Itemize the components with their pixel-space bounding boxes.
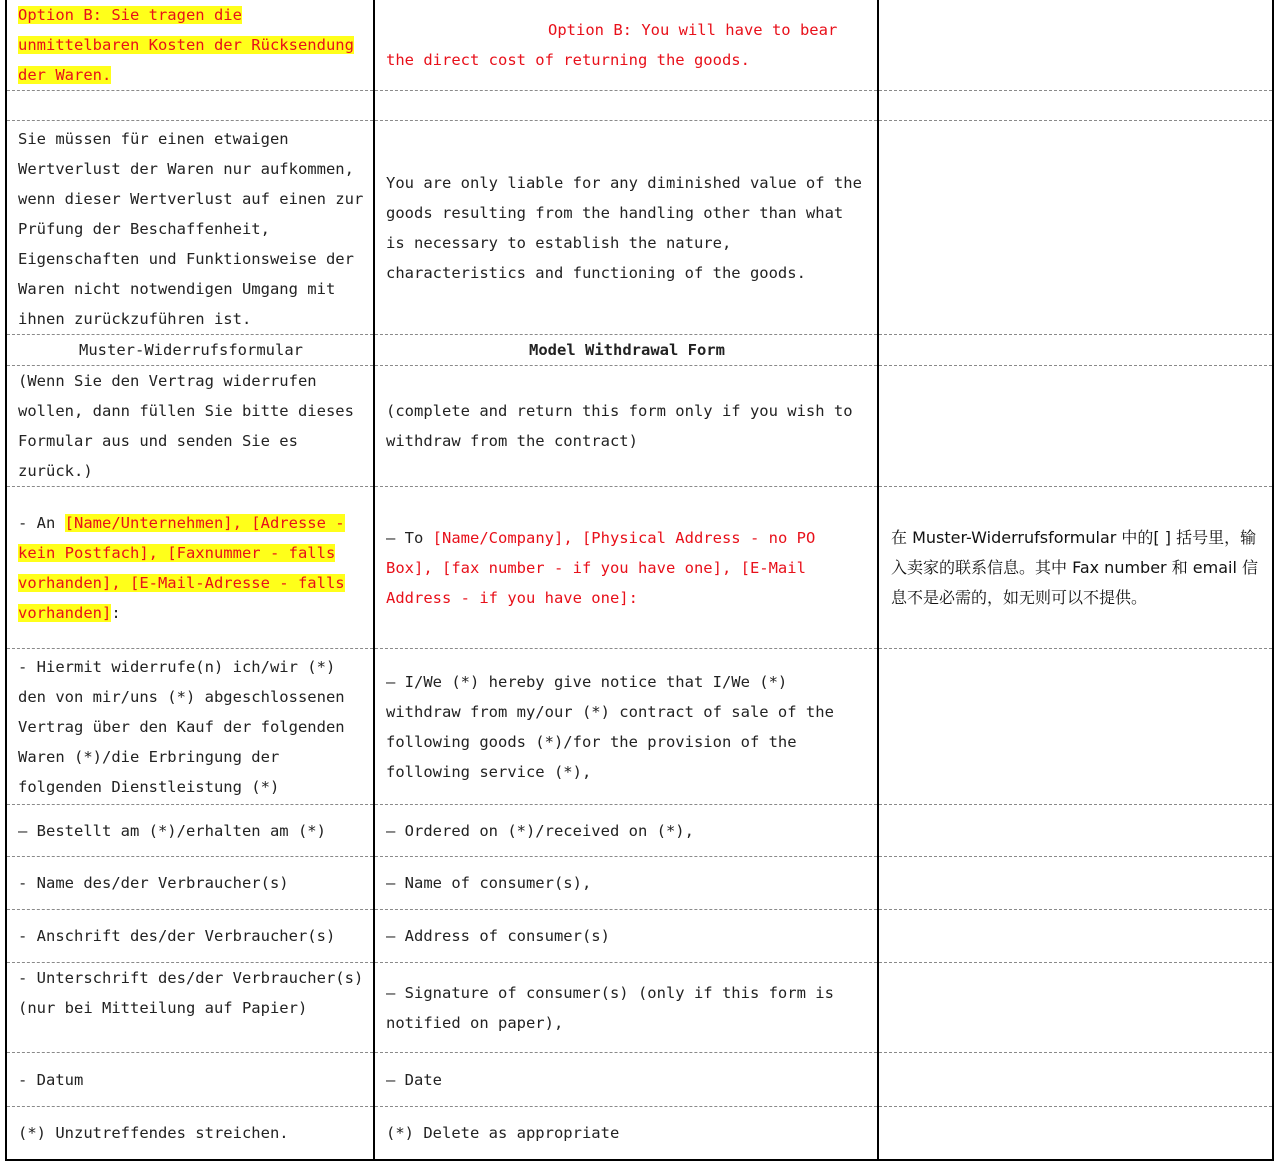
notice-de-cell [6, 649, 374, 805]
table-row [6, 91, 1273, 121]
footnote-en-cell [374, 1107, 878, 1160]
spacer-cell [6, 91, 374, 121]
addressee-de-suffix: : [111, 603, 121, 622]
value-loss-note-cell [878, 121, 1273, 335]
footnote-en-text: (*) Delete as appropriate [386, 1123, 620, 1142]
ordered-de-text: — Bestellt am (*)/erhalten am (*) [18, 821, 326, 840]
value-loss-de-text: Sie müssen für einen etwaigen Wertverlust der Waren nur aufkommen, wenn dieser Wertverlust auf einen zur Prüfung der Beschaffenheit, Eigenschaften und Funktionsweise der Waren nicht notwendigen Umgang mit ihnen zurückzuführen ist. [18, 130, 364, 328]
intro-en-text: (complete and return this form only if you wish to withdraw from the contract) [386, 402, 853, 450]
addressee-note-cell [878, 487, 1273, 649]
spacer-cell [374, 91, 878, 121]
notice-en-cell [374, 649, 878, 805]
form-heading-en-cell [374, 335, 878, 366]
form-heading-de-cell [6, 335, 374, 366]
table-row [6, 487, 1273, 649]
withdrawal-form-table [5, 0, 1274, 1161]
date-de-text: - Datum [18, 1070, 84, 1089]
date-en-cell [374, 1053, 878, 1107]
spacer-cell [878, 91, 1273, 121]
footnote-de-cell [6, 1107, 374, 1160]
table-row [6, 649, 1273, 805]
table-row [6, 805, 1273, 857]
name-de-text: - Name des/der Verbraucher(s) [18, 874, 289, 892]
intro-en-cell [374, 366, 878, 487]
value-loss-en-cell [374, 121, 878, 335]
addressee-en-placeholders: [Name/Company], [Physical Address - no PO Box], [fax number - if you have one], [E-Mail Address - if you have one]: [386, 528, 816, 607]
ordered-en-text: — Ordered on (*)/received on (*), [386, 821, 694, 840]
signature-en-text: — Signature of consumer(s) (only if this form is notified on paper), [386, 983, 834, 1032]
addressee-de-placeholders: [Name/Unternehmen], [Adresse - kein Postfach], [Faxnummer - falls vorhanden], [E-Mail-Adresse - falls vorhanden] [18, 513, 345, 622]
value-loss-de-cell [6, 121, 374, 335]
name-en-text: — Name of consumer(s), [386, 874, 592, 892]
intro-de-text: (Wenn Sie den Vertrag widerrufen wollen, dann füllen Sie bitte dieses Formular aus und senden Sie es zurück.) [18, 372, 354, 480]
option-b-de-cell [6, 0, 374, 91]
ordered-de-cell [6, 805, 374, 857]
signature-note-cell [878, 963, 1273, 1053]
ordered-note-cell [878, 805, 1273, 857]
table-row [6, 963, 1273, 1053]
signature-en-cell [374, 963, 878, 1053]
address-en-cell [374, 910, 878, 963]
addressee-de-cell [6, 487, 374, 649]
table-row [6, 121, 1273, 335]
table-row [6, 910, 1273, 963]
table-row [6, 0, 1273, 91]
addressee-de-prefix: - An [18, 513, 65, 532]
notice-note-cell [878, 649, 1273, 805]
value-loss-en-text: You are only liable for any diminished value of the goods resulting from the handling other than what is necessary to establish the nature, characteristics and functioning of the goods. [386, 173, 862, 282]
option-b-en-cell [374, 0, 878, 91]
address-de-text: - Anschrift des/der Verbraucher(s) [18, 927, 336, 945]
date-de-cell [6, 1053, 374, 1107]
table-row [6, 366, 1273, 487]
ordered-en-cell [374, 805, 878, 857]
footnote-note-cell [878, 1107, 1273, 1160]
form-heading-en: Model Withdrawal Form [529, 341, 725, 359]
date-en-text: — Date [386, 1070, 442, 1089]
table-row [6, 857, 1273, 910]
table-row [6, 1107, 1273, 1160]
name-de-cell [6, 857, 374, 910]
table-row [6, 1053, 1273, 1107]
date-note-cell [878, 1053, 1273, 1107]
option-b-de-text: Option B: Sie tragen die unmittelbaren Kosten der Rücksendung der Waren. [18, 6, 354, 84]
name-en-cell [374, 857, 878, 910]
option-b-en-text: Option B: You will have to bear the direct cost of returning the goods. [386, 21, 838, 69]
footnote-de-text: (*) Unzutreffendes streichen. [18, 1123, 289, 1142]
address-en-text: — Address of consumer(s) [386, 927, 610, 945]
form-heading-de: Muster-Widerrufsformular [79, 341, 303, 359]
table-row [6, 335, 1273, 366]
addressee-en-prefix: — To [386, 528, 433, 547]
notice-de-text: - Hiermit widerrufe(n) ich/wir (*) den von mir/uns (*) abgeschlossenen Vertrag über den Kauf der folgenden Waren (*)/die Erbringung der folgenden Dienstleistung (*) [18, 657, 345, 796]
option-b-note-cell [878, 0, 1273, 91]
intro-de-cell [6, 366, 374, 487]
form-heading-note-cell [878, 335, 1273, 366]
addressee-en-cell [374, 487, 878, 649]
notice-en-text: — I/We (*) hereby give notice that I/We (*) withdraw from my/our (*) contract of sale of the following goods (*)/for the provision of the following service (*), [386, 672, 834, 781]
name-note-cell [878, 857, 1273, 910]
signature-de-cell [6, 963, 374, 1053]
addressee-note-text: 在 Muster-Widerrufsformular 中的[ ] 括号里，输入卖家的联系信息。其中 Fax number 和 email 信息不是必需的，如无则可以不提供。 [891, 527, 1259, 607]
address-note-cell [878, 910, 1273, 963]
intro-note-cell [878, 366, 1273, 487]
signature-de-text: - Unterschrift des/der Verbraucher(s) (nur bei Mitteilung auf Papier) [18, 969, 364, 1017]
address-de-cell [6, 910, 374, 963]
